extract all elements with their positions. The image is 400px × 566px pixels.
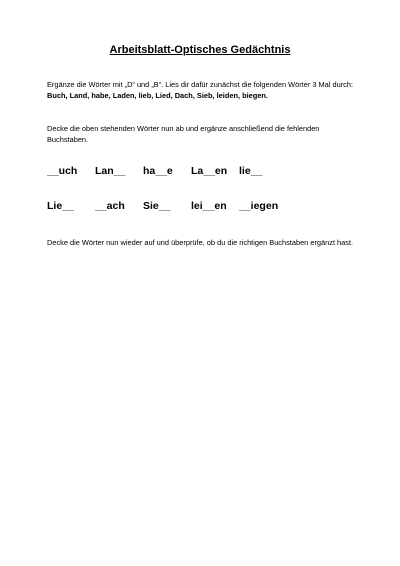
gap-word: __ach	[95, 200, 125, 212]
gap-word: __iegen	[239, 200, 279, 212]
page-title: Arbeitsblatt-Optisches Gedächtnis	[109, 44, 291, 56]
gap-word: Lan__	[95, 165, 126, 177]
gap-word: ha__e	[143, 165, 173, 177]
instruction-paragraph-2: Decke die oben stehenden Wörter nun ab und ergänze anschließend die fehlenden Buchstaben.	[47, 124, 320, 144]
gap-word-row-2	[47, 200, 367, 214]
gap-word: __uch	[47, 165, 78, 177]
gap-word: Sie__	[143, 200, 171, 212]
gap-word: La__en	[191, 165, 228, 177]
gap-word: lei__en	[191, 200, 227, 212]
instruction-paragraph-3: Decke die Wörter nun wieder auf und überprüfe, ob du die richtigen Buchstaben ergänzt hast.	[47, 238, 354, 247]
word-list: Buch, Land, habe, Laden, lieb, Lied, Dach, Sieb, leiden, biegen.	[47, 91, 268, 100]
instruction-text: Ergänze die Wörter mit „D“ und „B“. Lies dir dafür zunächst die folgenden Wörter 3 Mal durch:	[47, 80, 354, 89]
gap-word: lie__	[239, 165, 263, 177]
gap-word-row-1	[47, 165, 367, 179]
gap-word: Lie__	[47, 200, 74, 212]
instruction-paragraph-1	[47, 79, 359, 101]
